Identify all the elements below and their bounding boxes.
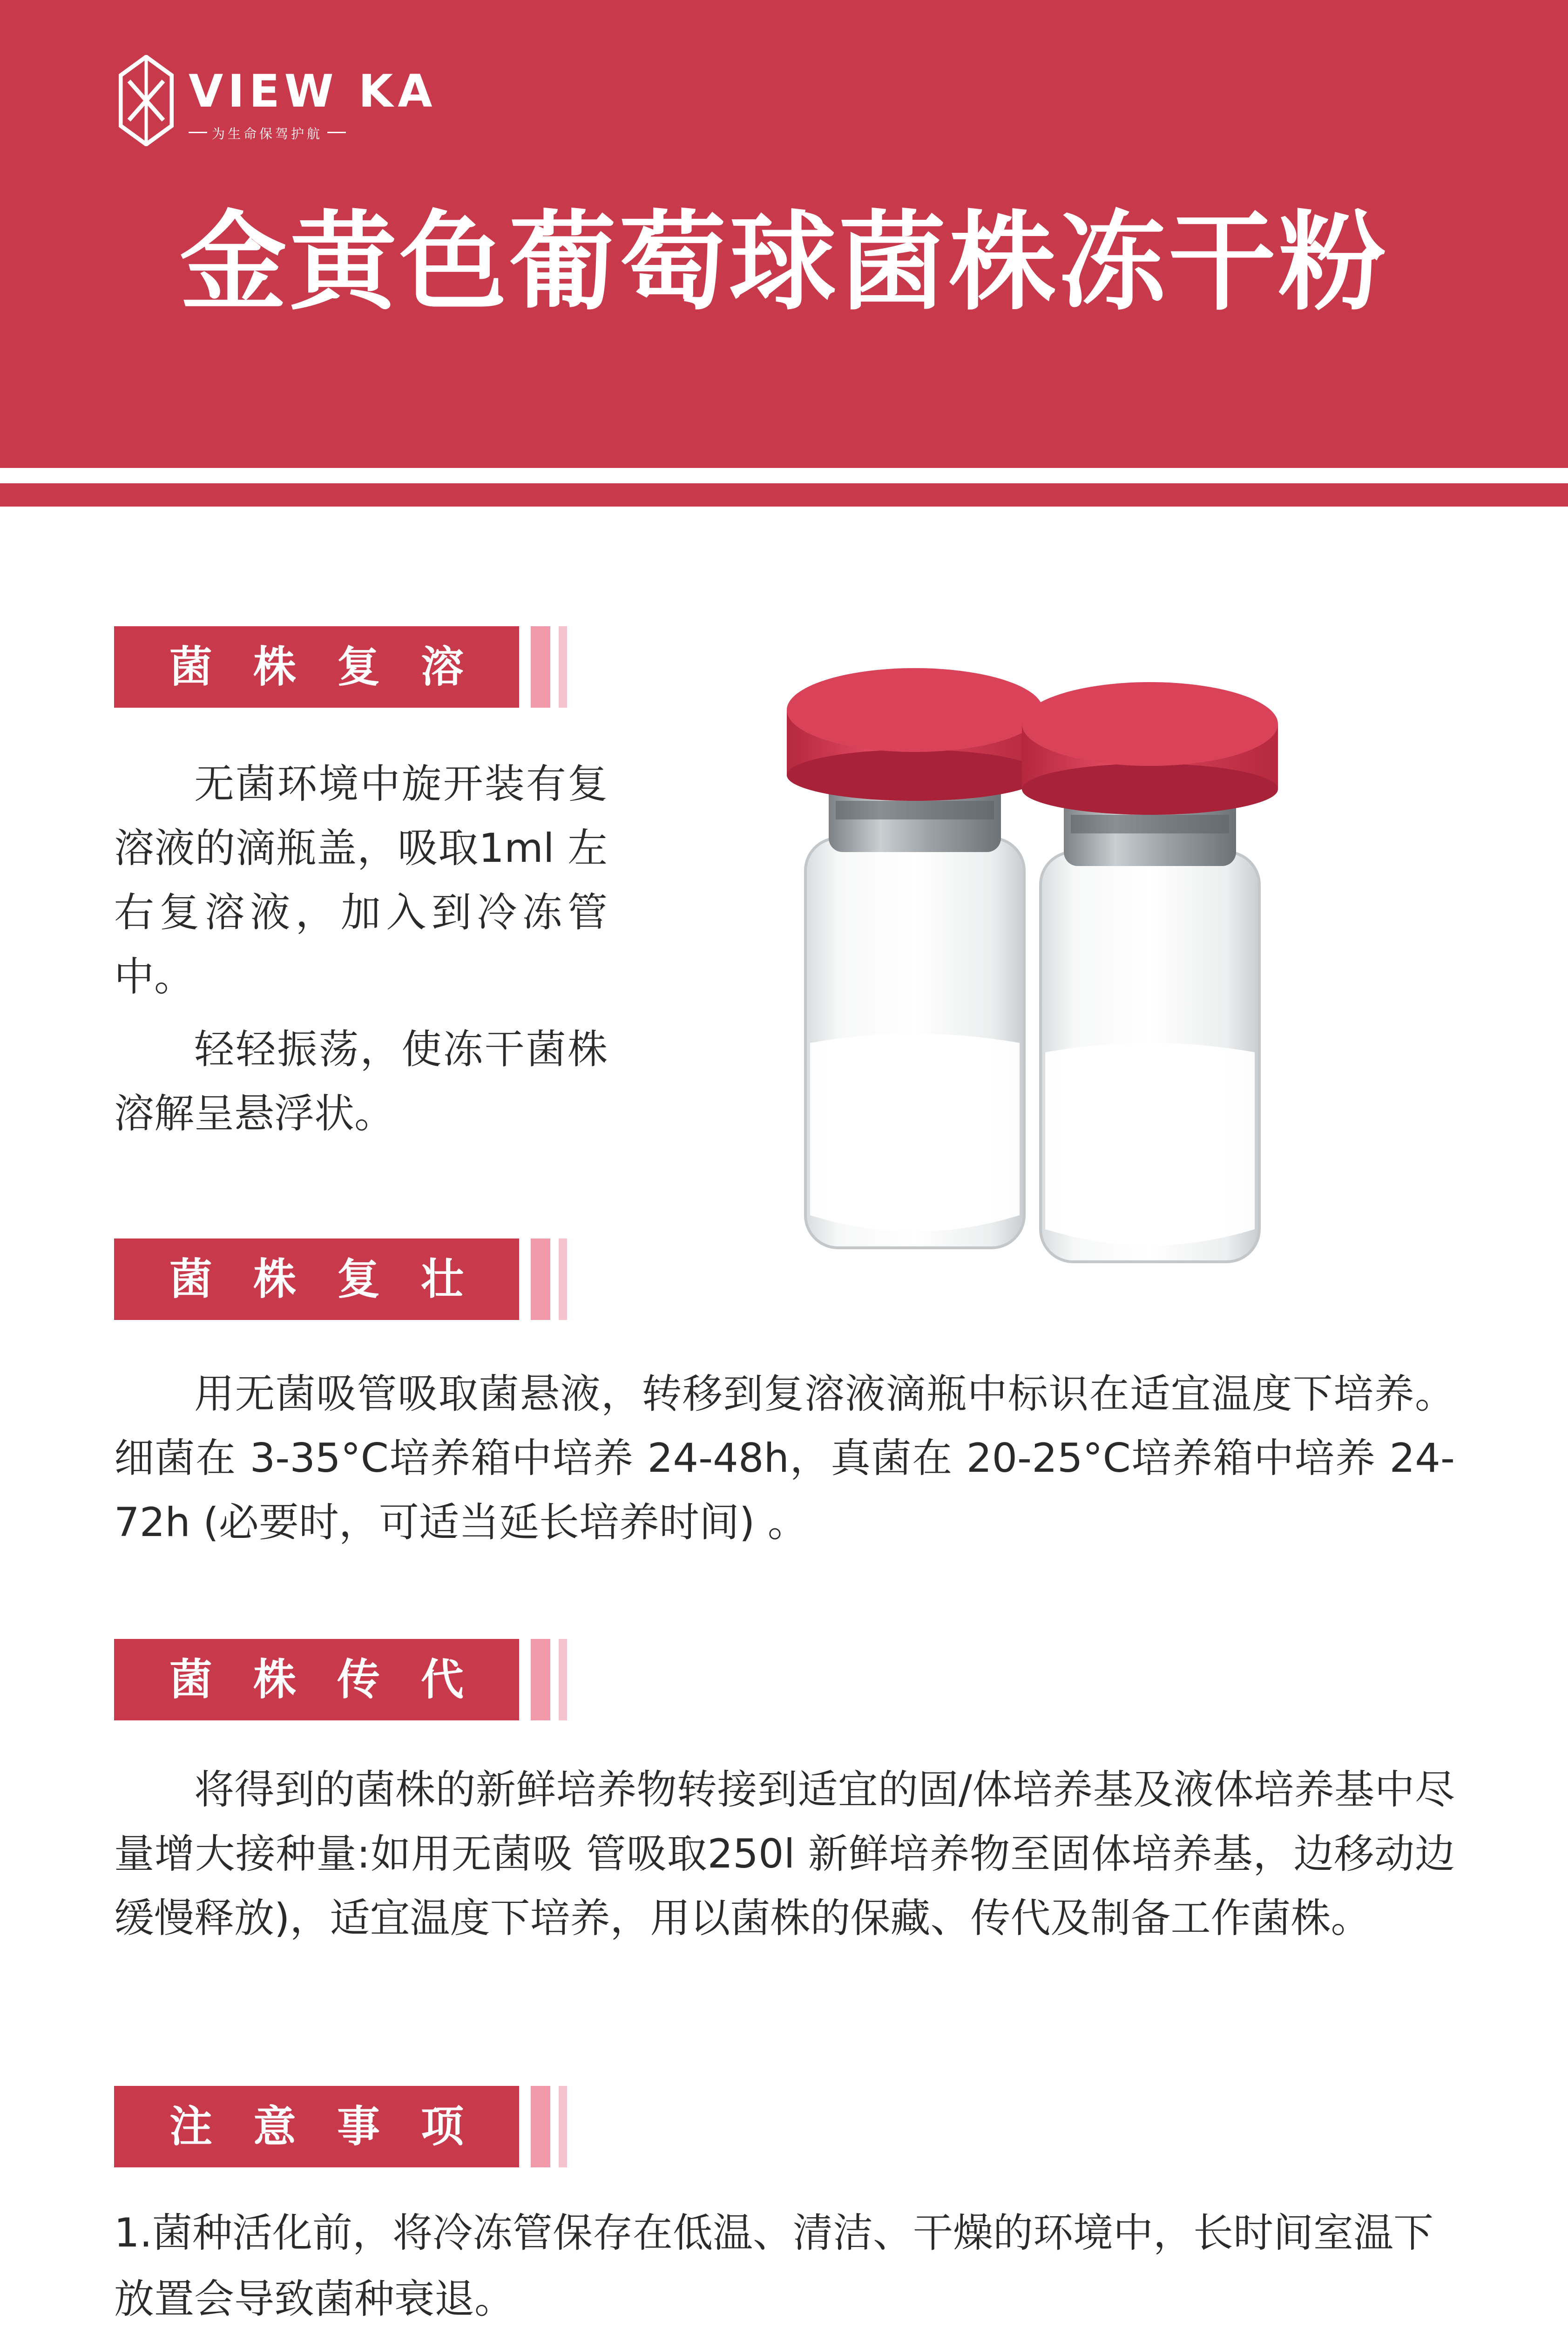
heading-stripe [559, 1238, 567, 1320]
section-heading-subculture [114, 1639, 575, 1720]
logo-text: VIEW KA [189, 65, 437, 117]
page-title: 金黄色葡萄球菌株冻干粉 [179, 201, 1388, 325]
vial-right [1022, 682, 1278, 1262]
vial-left [787, 668, 1043, 1248]
logo-tagline: 为生命保驾护航 [212, 124, 323, 142]
product-vials-image [770, 643, 1311, 1290]
subculture-paragraph: 将得到的菌株的新鲜培养物转接到适宜的固/体培养基及液体培养基中尽量增大接种量:如用无菌吸 管吸取250l 新鲜培养物至固体培养基，边移动边缓慢释放)，适宜温度下培养，用以菌株的保藏、传代及制备工作菌株。 [114, 1766, 1455, 1942]
heading-label: 菌株复溶 [169, 642, 505, 692]
section-heading-revive [114, 1238, 575, 1320]
heading-stripe [531, 1238, 550, 1320]
header-banner [0, 0, 1568, 468]
notes-list [114, 2200, 1455, 2328]
note-item: 1.菌种活化前，将冷冻管保存在低温、清洁、干燥的环境中，长时间室温下放置会导致菌种衰退。 [114, 2210, 1434, 2322]
heading-label: 注意事项 [169, 2102, 505, 2152]
heading-stripe [559, 1639, 567, 1720]
section-heading-rehydrate [114, 626, 575, 708]
rehydrate-paragraph-2: 轻轻振荡，使冻干菌株溶解呈悬浮状。 [114, 1026, 608, 1137]
heading-label: 菌株传代 [169, 1655, 505, 1705]
logo-mark-icon [119, 55, 174, 146]
heading-stripe [559, 626, 567, 708]
heading-stripe [531, 1639, 550, 1720]
heading-stripe [531, 2086, 550, 2167]
rehydrate-paragraph-1: 无菌环境中旋开装有复溶液的滴瓶盖，吸取1ml 左右复溶液，加入到冷冻管中。 [114, 761, 608, 1000]
heading-stripe [531, 626, 550, 708]
revive-paragraph: 用无菌吸管吸取菌悬液，转移到复溶液滴瓶中标识在适宜温度下培养。细菌在 3-35°C培养箱中培养 24-48h，真菌在 20-25°C培养箱中培养 24-72h (必要时，可适当延长培养时间) 。 [114, 1371, 1455, 1546]
header-divider [0, 483, 1568, 507]
section-heading-notes [114, 2086, 575, 2167]
brand-logo [119, 55, 435, 148]
heading-stripe [559, 2086, 567, 2167]
heading-label: 菌株复壮 [169, 1254, 505, 1304]
